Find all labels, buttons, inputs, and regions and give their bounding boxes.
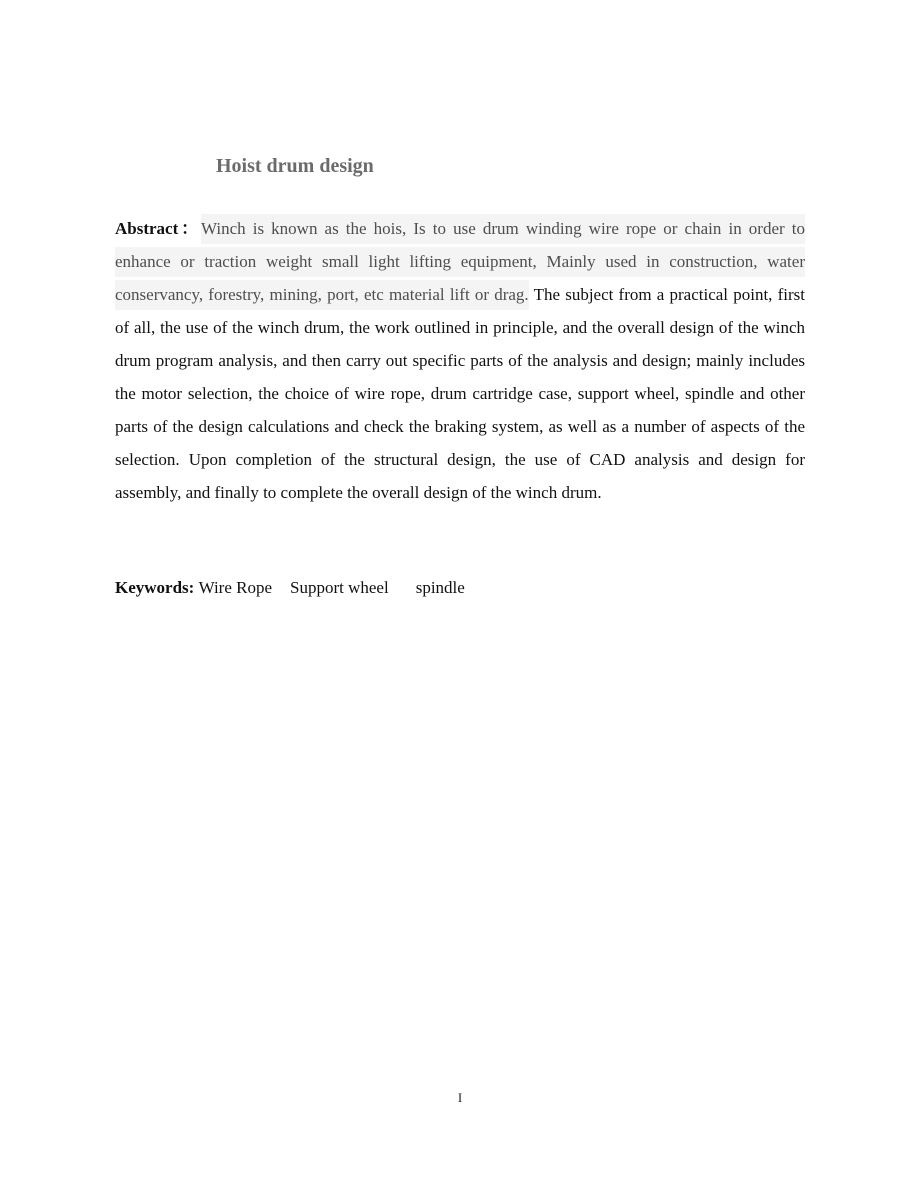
- keywords-label: Keywords:: [115, 578, 195, 597]
- abstract-label: Abstract：: [115, 219, 201, 238]
- keyword-item: Wire Rope: [198, 578, 273, 597]
- keyword-item: spindle: [415, 578, 465, 597]
- document-title: Hoist drum design: [216, 155, 374, 177]
- abstract-body-text: The subject from a practical point, first of all, the use of the winch drum, the work outlined in principle, and the overall design of the winch drum program analysis, and then carry out specific parts of the analysis and design; mainly includes the motor selection, the choice of wire rope, drum cartridge case, support wheel, spindle and other parts of the design calculations and check the braking system, as well as a number of aspects of the selection. Upon completion of the structural design, the use of CAD analysis and design for assembly, and finally to complete the overall design of the winch drum.: [115, 285, 806, 502]
- abstract-highlighted-text: Winch is known as the hois, Is to use drum winding wire rope or chain in order to enhance or traction weight small light lifting equipment, Mainly used in construction, water conservancy, forestry, mining, port, etc material lift or drag.: [115, 214, 805, 310]
- page-number: I: [457, 1090, 463, 1105]
- keywords-line: [115, 574, 483, 602]
- abstract-paragraph: [115, 212, 805, 509]
- keyword-item: Support wheel: [290, 578, 389, 597]
